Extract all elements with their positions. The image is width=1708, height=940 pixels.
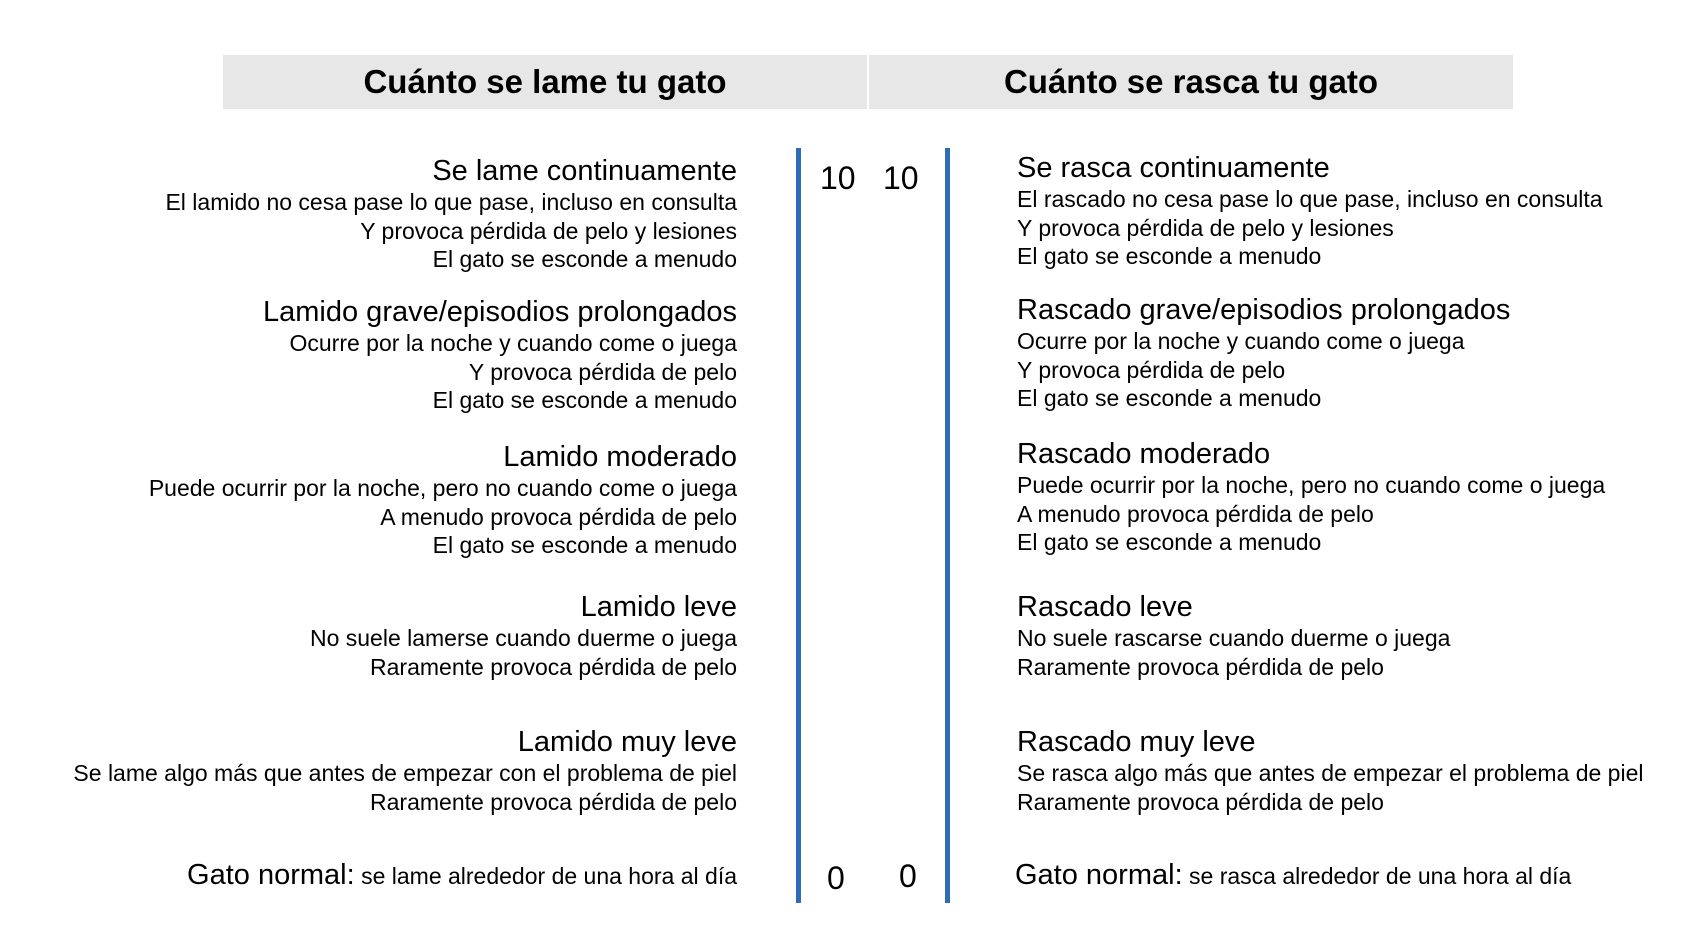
level-line: Ocurre por la noche y cuando come o juega	[289, 330, 737, 356]
header-scratching	[869, 55, 1513, 109]
level-line: Raramente provoca pérdida de pelo	[370, 788, 737, 815]
level-line: Se rasca algo más que antes de empezar el problema de piel	[1017, 760, 1644, 786]
level-line: Se lame algo más que antes de empezar con el problema de piel	[73, 760, 737, 786]
level-title: Se lame continuamente	[432, 155, 737, 187]
scratching-normal-cat	[1015, 859, 1571, 892]
level-line: Ocurre por la noche y cuando come o juega	[1017, 328, 1465, 354]
level-line: El gato se esconde a menudo	[1017, 529, 1322, 555]
level-line: No suele lamerse cuando duerme o juega	[309, 625, 737, 651]
level-line: El gato se esconde a menudo	[432, 532, 737, 558]
scratching-scale-line	[945, 148, 950, 903]
normal-text: se rasca alrededor de una hora al día	[1182, 863, 1572, 889]
level-line: Raramente provoca pérdida de pelo	[1017, 788, 1384, 815]
licking-normal-cat	[187, 859, 737, 892]
licking-scale-line	[796, 148, 801, 903]
licking-scale-min: 0	[827, 860, 845, 896]
normal-label: Gato normal:	[1015, 859, 1183, 891]
scratching-scale-min: 0	[899, 858, 917, 894]
level-line: Y provoca pérdida de pelo	[1017, 356, 1286, 383]
scratching-scale-max: 10	[883, 160, 919, 196]
level-line: Raramente provoca pérdida de pelo	[1017, 653, 1384, 680]
level-title: Rascado moderado	[1017, 438, 1271, 470]
level-line: El gato se esconde a menudo	[1017, 243, 1322, 269]
licking-level-very-mild	[73, 725, 737, 816]
level-title: Lamido moderado	[503, 441, 737, 473]
licking-level-continuous	[165, 154, 737, 274]
level-title: Rascado muy leve	[1017, 726, 1256, 758]
level-line: El gato se esconde a menudo	[432, 387, 737, 413]
normal-text: se lame alrededor de una hora al día	[354, 863, 737, 889]
level-line: Y provoca pérdida de pelo y lesiones	[360, 217, 737, 244]
licking-scale-max: 10	[820, 160, 856, 196]
header-scratching-title: Cuánto se rasca tu gato	[1003, 63, 1379, 100]
licking-level-severe	[263, 295, 737, 415]
scratching-level-mild	[1017, 590, 1450, 681]
level-line: Raramente provoca pérdida de pelo	[370, 653, 737, 680]
level-line: El gato se esconde a menudo	[1017, 385, 1322, 411]
scratching-level-moderate	[1017, 437, 1605, 557]
scratching-level-severe	[1017, 293, 1510, 413]
level-title: Rascado leve	[1017, 591, 1193, 623]
scratching-level-continuous	[1017, 151, 1603, 271]
level-line: Y provoca pérdida de pelo y lesiones	[1017, 214, 1394, 241]
level-line: No suele rascarse cuando duerme o juega	[1017, 625, 1451, 651]
level-line: Puede ocurrir por la noche, pero no cuando come o juega	[1017, 472, 1606, 498]
level-title: Se rasca continuamente	[1017, 152, 1330, 184]
level-line: Y provoca pérdida de pelo	[468, 358, 737, 385]
header-licking-title: Cuánto se lame tu gato	[363, 63, 727, 100]
level-title: Lamido grave/episodios prolongados	[263, 296, 737, 328]
level-line: El rascado no cesa pase lo que pase, incluso en consulta	[1017, 186, 1603, 212]
level-line: El gato se esconde a menudo	[432, 246, 737, 272]
level-title: Lamido leve	[580, 591, 737, 623]
level-line: A menudo provoca pérdida de pelo	[380, 503, 737, 530]
level-line: El lamido no cesa pase lo que pase, incluso en consulta	[165, 189, 737, 215]
level-line: A menudo provoca pérdida de pelo	[1017, 500, 1374, 527]
scratching-level-very-mild	[1017, 725, 1643, 816]
licking-level-moderate	[149, 440, 737, 560]
normal-label: Gato normal:	[187, 859, 355, 891]
licking-level-mild	[310, 590, 737, 681]
level-title: Rascado grave/episodios prolongados	[1017, 294, 1511, 326]
level-line: Puede ocurrir por la noche, pero no cuando come o juega	[148, 475, 737, 501]
level-title: Lamido muy leve	[517, 726, 737, 758]
header-licking	[223, 55, 867, 109]
